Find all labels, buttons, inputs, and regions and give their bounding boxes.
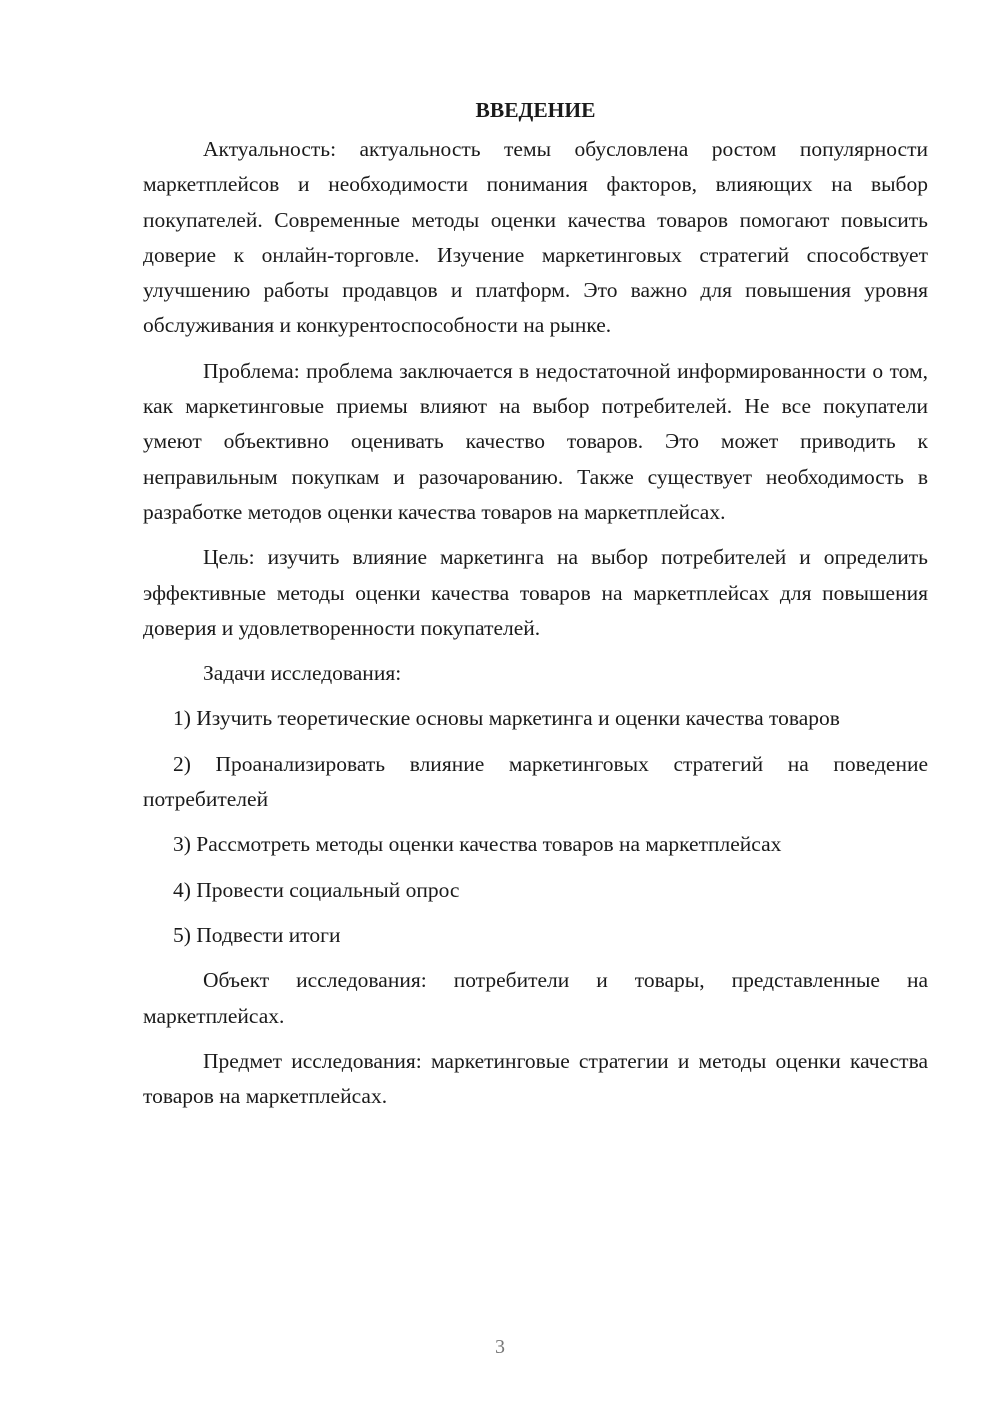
problem-paragraph: Проблема: проблема заключается в недостаточной информированности о том, как маркетинговые приемы влияют на выбор потребителей. Не все покупатели умеют объективно оценивать качество товаров. Это может приводить к неправильным покупкам и разочарованию. Также существует необходимость в разработке методов оценки качества товаров на маркетплейсах. [143, 358, 928, 524]
section-title: ВВЕДЕНИЕ [475, 98, 596, 122]
relevance-paragraph: Актуальность: актуальность темы обусловлена ростом популярности маркетплейсов и необходимости понимания факторов, влияющих на выбор покупателей. Современные методы оценки качества товаров помогают повысить доверие к онлайн-торговле. Изучение маркетинговых стратегий способствует улучшению работы продавцов и платформ. Это важно для повышения уровня обслуживания и конкурентоспособности на рынке. [143, 137, 928, 338]
tasks-heading: Задачи исследования: [203, 661, 402, 686]
list-item: 2) Проанализировать влияние маркетинговых стратегий на поведение потребителей [143, 751, 928, 812]
document-page [143, 90, 928, 1114]
research-subject-paragraph: Предмет исследования: маркетинговые стратегии и методы оценки качества товаров на маркетплейсах. [143, 1048, 928, 1109]
list-item: 4) Провести социальный опрос [173, 877, 460, 902]
tasks-list [143, 701, 928, 953]
page-number: 3 [495, 1336, 505, 1358]
research-object-paragraph: Объект исследования: потребители и товары, представленные на маркетплейсах. [143, 968, 928, 1028]
list-item: 1) Изучить теоретические основы маркетинга и оценки качества товаров [173, 706, 840, 731]
list-item: 5) Подвести итоги [173, 922, 341, 947]
goal-paragraph: Цель: изучить влияние маркетинга на выбор потребителей и определить эффективные методы оценки качества товаров на маркетплейсах для повышения доверия и удовлетворенности покупателей. [143, 545, 928, 640]
list-item: 3) Рассмотреть методы оценки качества товаров на маркетплейсах [173, 832, 782, 857]
